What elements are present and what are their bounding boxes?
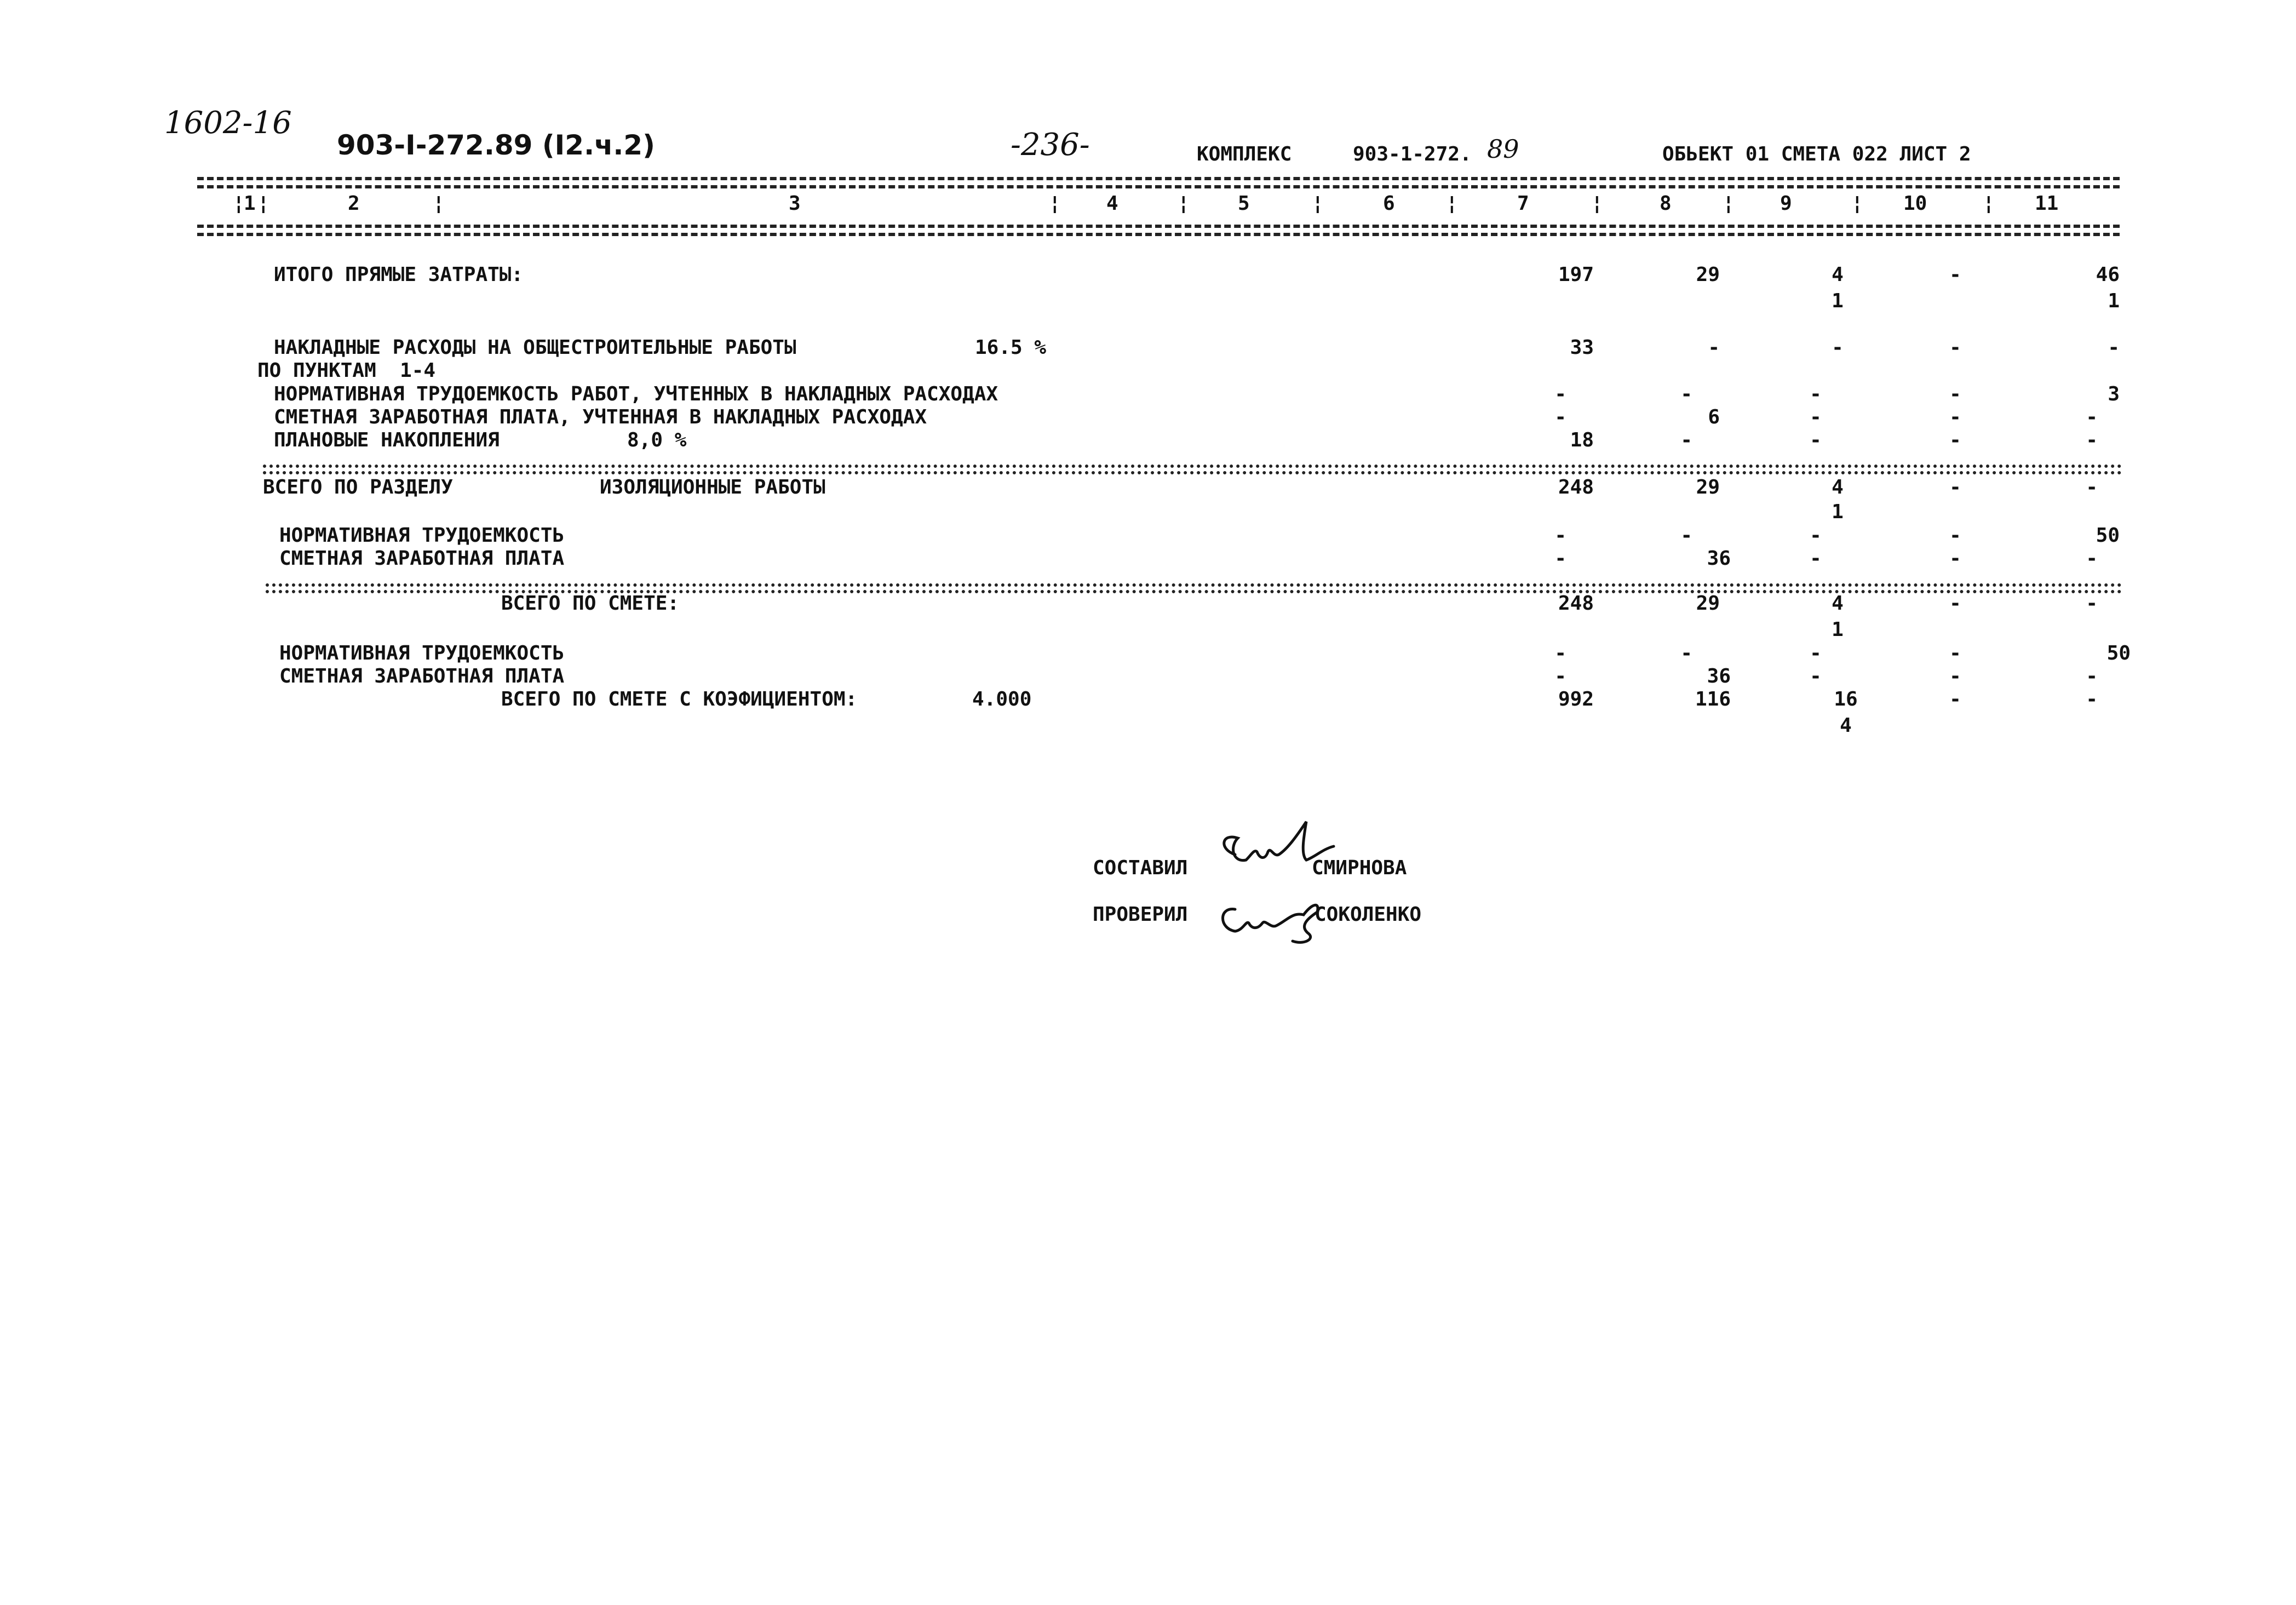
cell-c10: - [1949,688,1961,710]
cell-c7: 33 [1570,336,1594,359]
cell-c7: 248 [1558,476,1594,498]
cell-c8: 6 [1708,406,1720,428]
cell-c10: - [1949,406,1961,428]
cell-c11: - [2086,665,2098,687]
cell-c7: 992 [1558,688,1594,710]
col-num-2: 2 [348,192,360,215]
cell-c11: - [2086,547,2098,570]
cell-c9-sub: 1 [1832,501,1844,523]
row-label: ВСЕГО ПО СМЕТЕ С КОЭФИЦИЕНТОМ: [501,688,858,710]
complex-code-typed: 903-1-272. [1353,143,1472,165]
col-num-7: 7 [1517,192,1529,215]
col-num-3: 3 [789,192,801,215]
handwritten-code: 1602-16 [164,105,292,141]
col-num-9: 9 [1780,192,1792,215]
cell-c10: - [1949,263,1961,286]
col-num-6: 6 [1383,192,1395,215]
row-label: ПЛАНОВЫЕ НАКОПЛЕНИЯ [274,429,500,451]
cell-c8: - [1680,429,1692,451]
cell-c7: - [1554,524,1566,547]
cell-c9: 16 [1834,688,1858,710]
col-num-5: 5 [1238,192,1250,215]
cell-c10: - [1949,429,1961,451]
cell-c10: - [1949,642,1961,664]
col-num-4: 4 [1106,192,1118,215]
cell-c7: - [1554,665,1566,687]
cell-c10: - [1949,336,1961,359]
cell-c11: - [2086,476,2098,498]
cell-c8: 29 [1696,476,1720,498]
cell-c8: - [1708,336,1720,359]
cell-c7: - [1554,383,1566,405]
cell-c8: 29 [1696,263,1720,286]
savings-percent: 8,0 % [627,429,687,451]
overhead-percent: 16.5 % [975,336,1047,359]
cell-c8: 29 [1696,592,1720,615]
cell-c10: - [1949,383,1961,405]
page-number: -236- [1011,127,1090,163]
compiled-label: СОСТАВИЛ [1093,857,1188,879]
row-label: СМЕТНАЯ ЗАРАБОТНАЯ ПЛАТА, УЧТЕННАЯ В НАКЛАДНЫХ РАСХОДАХ [274,406,927,428]
cell-c11: 50 [2106,642,2131,664]
cell-c8: 36 [1707,665,1731,687]
row-label: НОРМАТИВНАЯ ТРУДОЕМКОСТЬ [279,524,565,547]
cell-c11-sub: 1 [2108,290,2120,312]
coefficient-value: 4.000 [972,688,1032,710]
cell-c7: - [1554,547,1566,570]
section-name: ИЗОЛЯЦИОННЫЕ РАБОТЫ [600,476,825,498]
cell-c11: 3 [2108,383,2120,405]
cell-c10: - [1949,547,1961,570]
cell-c9: 4 [1832,476,1844,498]
cell-c7: 197 [1558,263,1594,286]
cell-c9: 4 [1832,592,1844,615]
row-label: СМЕТНАЯ ЗАРАБОТНАЯ ПЛАТА [279,665,565,687]
cell-c8: - [1680,642,1692,664]
cell-c9: - [1810,383,1822,405]
section-separator [263,465,2122,468]
cell-c8: - [1680,524,1692,547]
compiled-name: СМИРНОВА [1312,857,1407,879]
complex-code-hand: 89 [1487,134,1519,164]
cell-c9: - [1832,336,1844,359]
cell-c11: 50 [2096,524,2120,547]
col-num-11: 11 [2035,192,2059,215]
cell-c11: - [2086,688,2098,710]
cell-c8: - [1680,383,1692,405]
row-label: НОРМАТИВНАЯ ТРУДОЕМКОСТЬ [279,642,565,664]
cell-c7: - [1554,642,1566,664]
cell-c9: - [1810,547,1822,570]
row-label: НАКЛАДНЫЕ РАСХОДЫ НА ОБЩЕСТРОИТЕЛЬНЫЕ РАБОТЫ [274,336,796,359]
cell-c8: 36 [1707,547,1731,570]
project-code: 903-I-272.89 (I2.ч.2) [337,129,656,161]
header-bottom-rule [197,225,2120,228]
col-num-10: 10 [1903,192,1927,215]
cell-c9: - [1810,642,1822,664]
cell-c10: - [1949,476,1961,498]
cell-c9-sub: 4 [1840,714,1852,737]
cell-c9: 4 [1832,263,1844,286]
row-label: ВСЕГО ПО СМЕТЕ: [501,592,680,615]
cell-c9: - [1810,406,1822,428]
checked-label: ПРОВЕРИЛ [1093,903,1188,926]
header-bottom-rule-2 [197,233,2120,236]
cell-c7: - [1554,406,1566,428]
col-num-1: 1 [244,192,256,215]
cell-c11: - [2086,406,2098,428]
estimate-separator [266,583,2122,587]
header-top-rule-2 [197,185,2120,188]
cell-c10: - [1949,524,1961,547]
object-info: ОБЬЕКТ 01 СМЕТА 022 ЛИСТ 2 [1662,143,1971,165]
cell-c11: 46 [2096,263,2120,286]
col-num-8: 8 [1660,192,1672,215]
row-label: ВСЕГО ПО РАЗДЕЛУ [263,476,453,498]
cell-c9: - [1810,665,1822,687]
cell-c9: - [1810,429,1822,451]
cell-c8: 116 [1695,688,1731,710]
cell-c7: 18 [1570,429,1594,451]
cell-c9-sub: 1 [1832,290,1844,312]
checked-name: СОКОЛЕНКО [1315,903,1422,926]
row-label: НОРМАТИВНАЯ ТРУДОЕМКОСТЬ РАБОТ, УЧТЕННЫХ В НАКЛАДНЫХ РАСХОДАХ [274,383,998,405]
cell-c10: - [1949,665,1961,687]
row-label-continued: ПО ПУНКТАМ 1-4 [257,359,436,382]
cell-c10: - [1949,592,1961,615]
header-top-rule [197,177,2120,180]
cell-c11: - [2108,336,2120,359]
cell-c11: - [2086,429,2098,451]
row-label: СМЕТНАЯ ЗАРАБОТНАЯ ПЛАТА [279,547,565,570]
cell-c7: 248 [1558,592,1594,615]
cell-c9: - [1810,524,1822,547]
complex-label: КОМПЛЕКС [1197,143,1292,165]
cell-c9-sub: 1 [1832,618,1844,641]
section-separator-2 [263,471,2122,474]
cell-c11: - [2086,592,2098,615]
row-label: ИТОГО ПРЯМЫЕ ЗАТРАТЫ: [274,263,524,286]
